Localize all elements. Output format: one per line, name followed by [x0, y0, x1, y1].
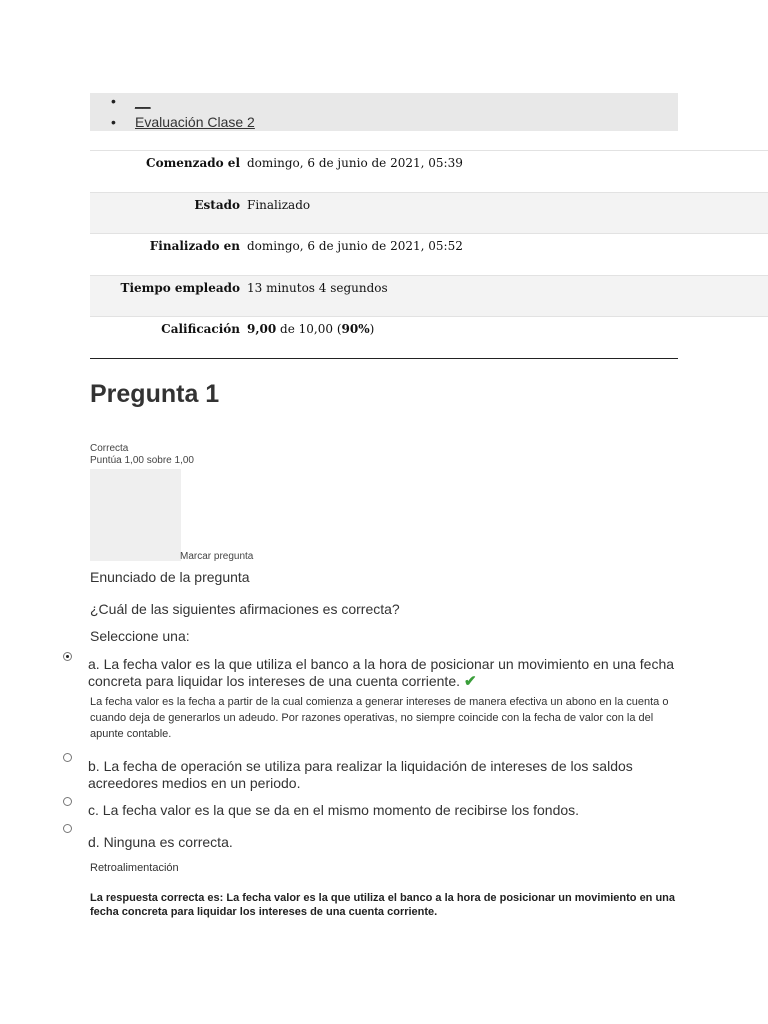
- option-c-label: c. La fecha valor es la que se da en el mismo momento de recibirse los fondos.: [88, 802, 580, 818]
- option-b-label: b. La fecha de operación se utiliza para realizar la liquidación de intereses de los saldos acreedores medios en un periodo.: [88, 758, 633, 791]
- breadcrumb-link-evaluacion[interactable]: Evaluación Clase 2: [135, 114, 255, 130]
- summary-value: domingo, 6 de junio de 2021, 05:52: [247, 234, 768, 276]
- check-icon: ✔: [464, 673, 477, 690]
- select-one-label: Seleccione una:: [90, 628, 190, 644]
- question-text: ¿Cuál de las siguientes afirmaciones es correcta?: [90, 601, 400, 617]
- option-a-feedback: La fecha valor es la fecha a partir de la cual comienza a generar intereses de manera efectiva un abono en la cuenta o cuando deja de generarlos un adeudo. Por razones operativas, no siempre coincide con la fecha de valor con la del apunte contable.: [90, 696, 669, 740]
- option-a-label: a. La fecha valor es la que utiliza el banco a la hora de posicionar un movimiento en una fecha concreta para liquidar los intereses de una cuenta corriente.: [88, 656, 675, 689]
- summary-row-state: [90, 192, 768, 234]
- option-d-radio[interactable]: [63, 824, 72, 833]
- option-b-radio[interactable]: [63, 753, 72, 762]
- option-d-label: d. Ninguna es correcta.: [88, 834, 233, 850]
- summary-row-grade: [90, 317, 768, 359]
- grade-value: 9,00: [247, 322, 277, 336]
- grade-percent: 90%: [341, 322, 370, 336]
- attempt-summary-table: [90, 150, 768, 358]
- summary-label: Finalizado en: [90, 234, 247, 276]
- summary-grade: [247, 317, 768, 359]
- option-d[interactable]: [88, 834, 688, 851]
- summary-value: domingo, 6 de junio de 2021, 05:39: [247, 151, 768, 193]
- question-score: Puntúa 1,00 sobre 1,00: [90, 455, 194, 466]
- option-c-radio[interactable]: [63, 797, 72, 806]
- flag-icon-placeholder[interactable]: [90, 469, 181, 561]
- option-a[interactable]: [88, 656, 688, 690]
- breadcrumb-item[interactable]: [135, 93, 151, 109]
- summary-label: Comenzado el: [90, 151, 247, 193]
- summary-row-finished: [90, 234, 768, 276]
- summary-label: Tiempo empleado: [90, 275, 247, 317]
- feedback-heading: Retroalimentación: [90, 862, 179, 874]
- summary-divider: [90, 358, 678, 359]
- summary-row-started: [90, 151, 768, 193]
- summary-label: Estado: [90, 192, 247, 234]
- summary-label: Calificación: [90, 317, 247, 359]
- grade-close: ): [369, 322, 375, 336]
- option-c[interactable]: [88, 802, 688, 819]
- summary-value: 13 minutos 4 segundos: [247, 275, 768, 317]
- breadcrumb: [90, 93, 678, 131]
- question-info: [90, 443, 194, 467]
- question-state: Correcta: [90, 443, 129, 454]
- breadcrumb-link[interactable]: __: [135, 93, 151, 109]
- correct-answer: La respuesta correcta es: La fecha valor es la que utiliza el banco a la hora de posicionar un movimiento en una fecha concreta para liquidar los intereses de una cuenta corriente.: [90, 892, 676, 918]
- flag-question-link[interactable]: Marcar pregunta: [180, 551, 254, 562]
- option-a-radio[interactable]: [63, 652, 72, 661]
- question-title: Pregunta 1: [90, 380, 220, 408]
- option-b[interactable]: [88, 758, 688, 792]
- summary-row-time: [90, 275, 768, 317]
- question-prompt-label: Enunciado de la pregunta: [90, 569, 250, 585]
- grade-total: de 10,00 (: [276, 322, 342, 336]
- summary-value: Finalizado: [247, 192, 768, 234]
- breadcrumb-item-evaluacion[interactable]: [135, 114, 255, 130]
